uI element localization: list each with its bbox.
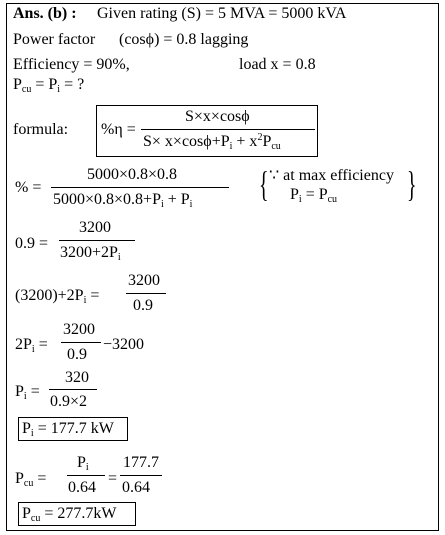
step3-numerator: 3200 <box>128 272 160 289</box>
power-factor-value: (cosϕ) = 0.8 lagging <box>119 31 249 48</box>
note-equality: $P_i = P_{cu}$ <box>290 186 338 205</box>
step5-fraction-bar <box>49 389 97 390</box>
step4-lhs: $2P_i$ = <box>15 336 48 355</box>
result-pi: $P_i = 177.7$ kW <box>22 420 114 439</box>
step2-numerator: 3200 <box>79 219 111 236</box>
step6-numerator2: 177.7 <box>123 454 159 471</box>
note-right-brace: } <box>407 164 417 204</box>
step5-numerator: 320 <box>65 369 89 386</box>
step6-lhs: $P_{cu}$ = <box>15 470 47 489</box>
formula-fraction-bar <box>141 129 315 130</box>
step2-denominator: $3200+2P_i$ <box>60 244 121 263</box>
step6-denominator2: 0.64 <box>122 479 150 496</box>
power-factor-label: Power factor <box>13 31 96 48</box>
step2-lhs: 0.9 = <box>15 235 49 252</box>
formula-denominator: $S\times x\times\cos\phi+P_i + x^2P_{cu}$ <box>143 132 281 152</box>
step4-tail: −3200 <box>103 336 145 353</box>
pcu-pi-question: $P_{cu} = P_i$ = ? <box>13 76 85 95</box>
note-since: ∵ at max efficiency <box>269 167 394 184</box>
solution-panel <box>6 3 439 531</box>
formula-label: formula: <box>13 121 69 138</box>
step6-eq2: = <box>108 470 118 487</box>
step1-lhs: % = <box>15 179 42 196</box>
efficiency-text: Efficiency = 90%, <box>13 56 130 73</box>
note-left-brace: { <box>259 164 269 204</box>
step6-fraction-bar2 <box>120 475 162 476</box>
formula-lhs: %η = <box>101 121 136 138</box>
step5-lhs: $P_i$ = <box>15 383 40 402</box>
step4-fraction-bar <box>61 342 101 343</box>
step6-numerator1: $P_i$ <box>77 454 89 473</box>
step1-fraction-bar <box>51 187 229 188</box>
step4-numerator: 3200 <box>63 321 95 338</box>
formula-numerator: S×x×cosϕ <box>185 108 250 125</box>
step3-lhs: $(3200)+2P_i$ = <box>15 287 100 306</box>
given-rating: Given rating (S) = 5 MVA = 5000 kVA <box>97 5 347 22</box>
step3-denominator: 0.9 <box>133 297 153 314</box>
step4-denominator: 0.9 <box>67 346 87 363</box>
step5-denominator: 0.9×2 <box>50 393 88 410</box>
step6-denominator1: 0.64 <box>68 479 96 496</box>
step3-fraction-bar <box>126 293 166 294</box>
answer-label: Ans. (b) : <box>13 5 77 22</box>
step2-fraction-bar <box>59 240 135 241</box>
step6-fraction-bar1 <box>67 475 105 476</box>
step1-numerator: 5000×0.8×0.8 <box>87 166 178 183</box>
load-text: load x = 0.8 <box>239 56 316 73</box>
step1-denominator: $5000\times 0.8\times 0.8+P_i + P_i$ <box>53 191 193 210</box>
result-pcu: $P_{cu} = 277.7kW$ <box>22 505 117 524</box>
